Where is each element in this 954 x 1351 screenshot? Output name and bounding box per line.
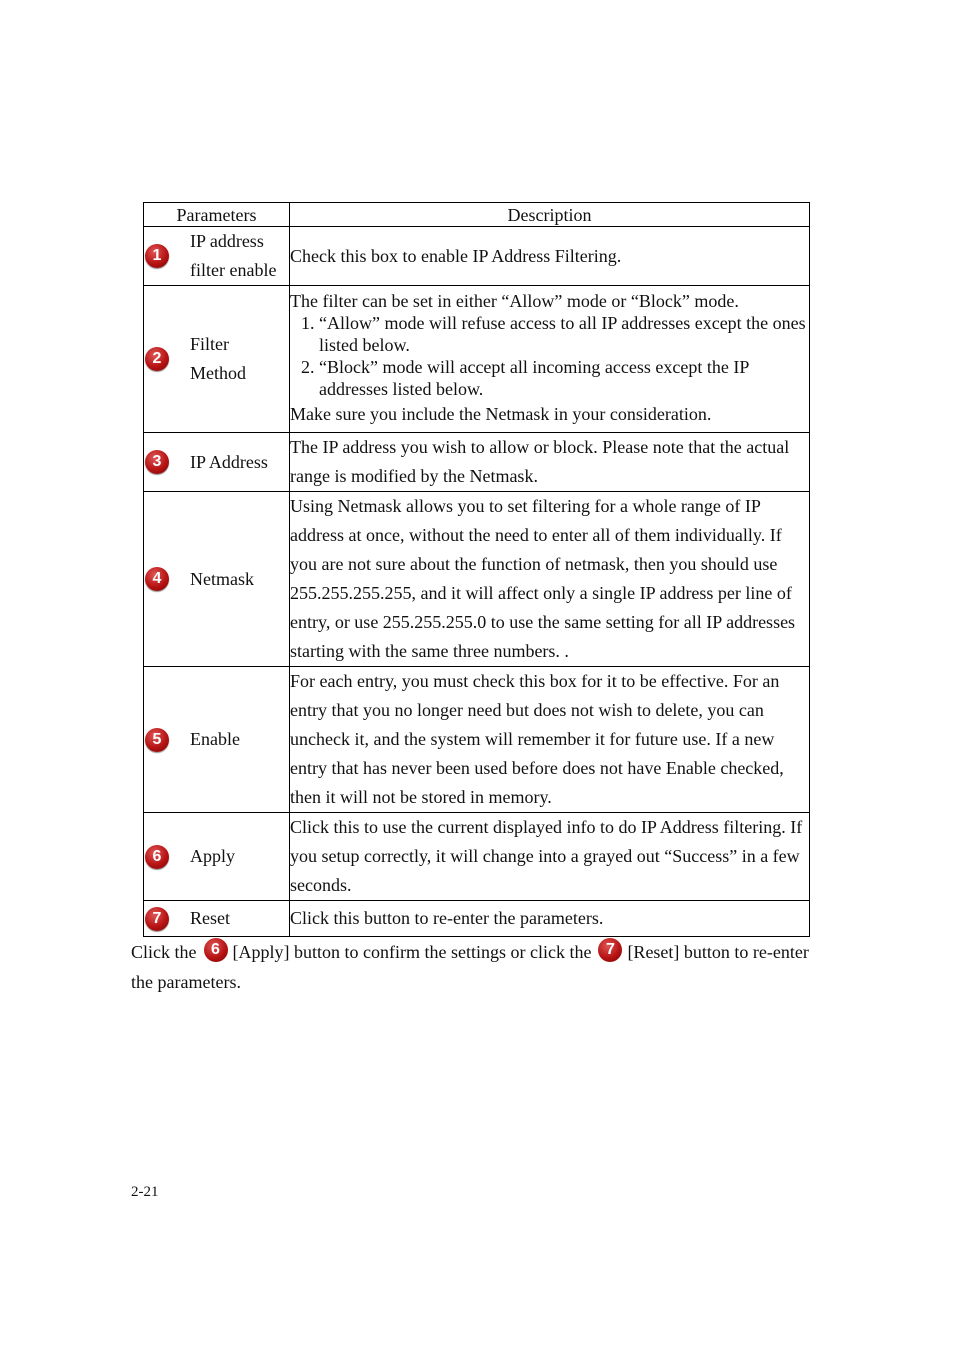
number-7-icon: 7 xyxy=(598,938,622,962)
description-cell: Using Netmask allows you to set filtering for a whole range of IP address at once, without the need to enter all of them individually. If you are not sure about the function of netmask, then you should use 255.255.255.255, and it will affect only a single IP address per line of entry, or use 255.255.255.0 to use the same setting for all IP addresses starting with the same three numbers. . xyxy=(290,492,810,667)
param-name: IP Address xyxy=(190,451,268,472)
number-6-icon: 6 xyxy=(145,845,169,869)
number-3-icon: 3 xyxy=(145,450,169,474)
param-cell xyxy=(144,286,290,433)
number-2-icon: 2 xyxy=(145,347,169,371)
number-6-icon: 6 xyxy=(204,938,228,962)
param-name: IP address filter enable xyxy=(190,231,277,280)
table-row xyxy=(144,227,810,286)
header-parameters: Parameters xyxy=(144,203,290,227)
table-row xyxy=(144,901,810,937)
table-header-row xyxy=(144,203,810,227)
list-item: 1. “Allow” mode will refuse access to all IP addresses except the ones listed below. xyxy=(319,312,809,356)
parameters-table xyxy=(143,202,810,937)
description-cell xyxy=(290,286,810,433)
description-outro: Make sure you include the Netmask in your consideration. xyxy=(290,403,712,424)
description-cell: Check this box to enable IP Address Filtering. xyxy=(290,227,810,286)
param-cell xyxy=(144,227,290,286)
description-cell: Click this button to re-enter the parameters. xyxy=(290,901,810,937)
param-cell xyxy=(144,433,290,492)
param-name: Apply xyxy=(190,846,235,866)
table-row xyxy=(144,286,810,433)
param-cell xyxy=(144,492,290,667)
param-name: Enable xyxy=(190,729,240,749)
param-cell xyxy=(144,813,290,901)
description-cell: The IP address you wish to allow or block. Please note that the actual range is modified by the Netmask. xyxy=(290,433,810,492)
description-intro: The filter can be set in either “Allow” mode or “Block” mode. xyxy=(290,290,739,311)
number-7-icon: 7 xyxy=(145,907,169,931)
list-item: 2. “Block” mode will accept all incoming access except the IP addresses listed below. xyxy=(319,356,809,400)
param-name: Netmask xyxy=(190,568,254,589)
footer-note: Click the 6 [Apply] button to confirm the settings or click the 7 [Reset] button to re-enter the parameters. xyxy=(131,937,811,997)
table-row xyxy=(144,813,810,901)
number-1-icon: 1 xyxy=(145,244,169,268)
description-cell: Click this to use the current displayed info to do IP Address filtering. If you setup correctly, it will change into a grayed out “Success” in a few seconds. xyxy=(290,813,810,901)
param-cell xyxy=(144,901,290,937)
number-5-icon: 5 xyxy=(145,728,169,752)
param-name: Filter Method xyxy=(190,334,246,383)
table-row xyxy=(144,433,810,492)
page-number: 2-21 xyxy=(131,1184,159,1200)
header-description: Description xyxy=(290,203,810,227)
table-row xyxy=(144,492,810,667)
description-cell: For each entry, you must check this box for it to be effective. For an entry that you no longer need but does not wish to delete, you can uncheck it, and the system will remember it for future use. If a new entry that has never been used before does not have Enable checked, then it will not be stored in memory. xyxy=(290,667,810,813)
param-cell xyxy=(144,667,290,813)
table-row xyxy=(144,667,810,813)
number-4-icon: 4 xyxy=(145,567,169,591)
description-list xyxy=(290,312,809,400)
param-name: Reset xyxy=(190,908,230,928)
